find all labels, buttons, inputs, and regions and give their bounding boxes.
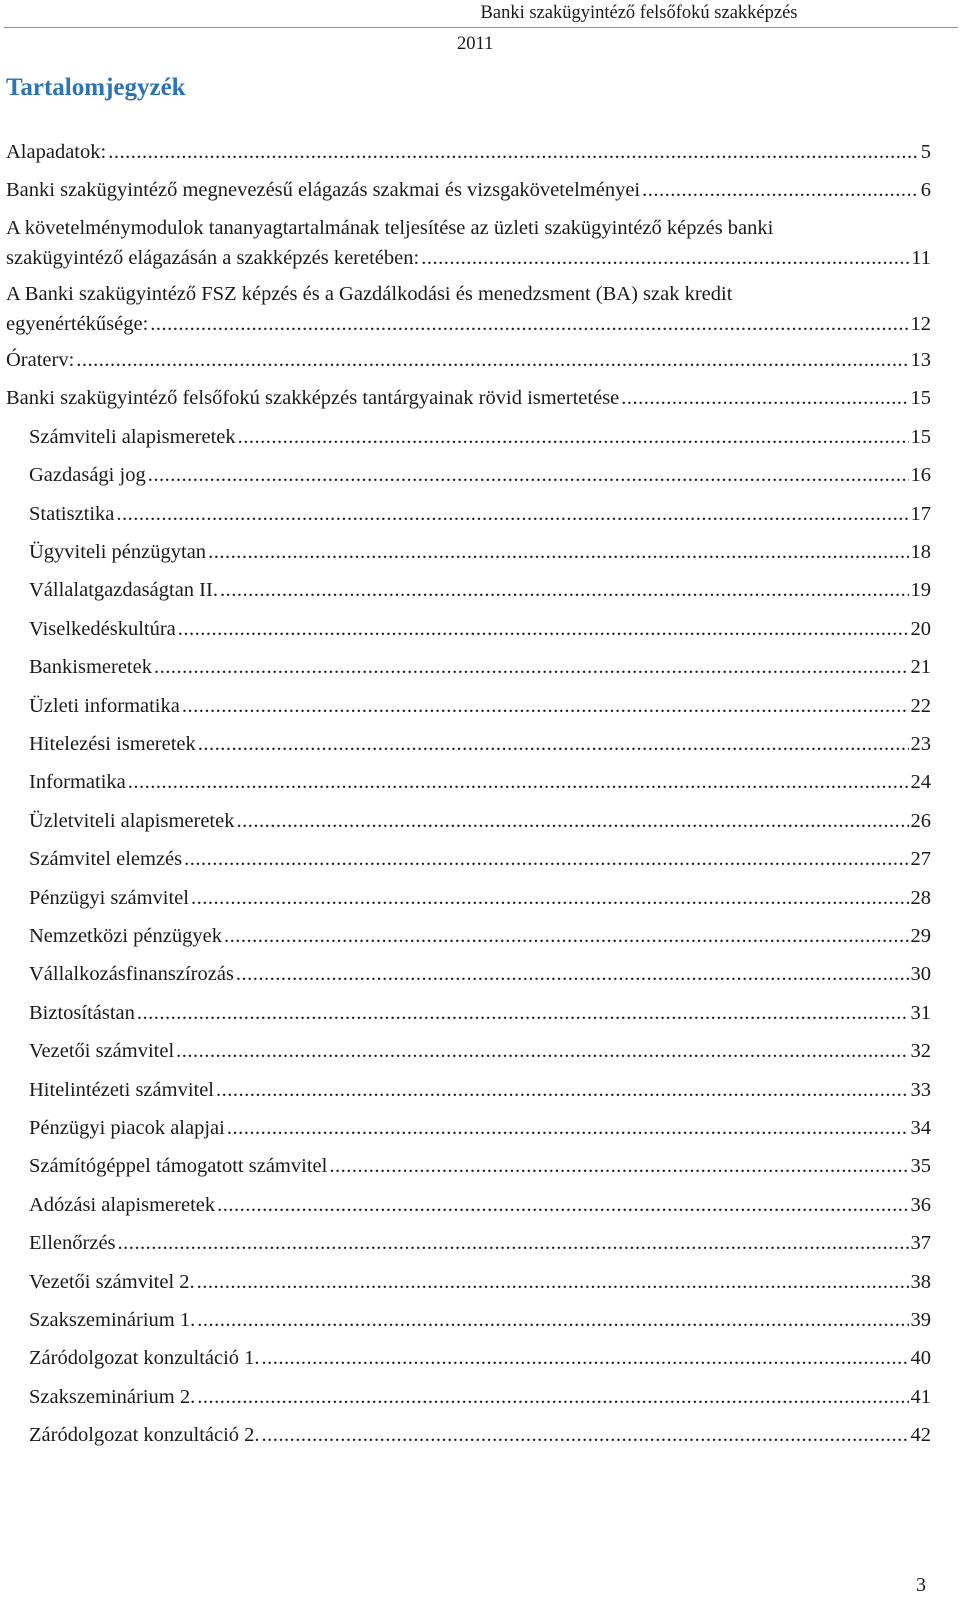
- toc-entry-kovetelmenyei[interactable]: [6, 176, 931, 204]
- toc-entry-page: 27: [910, 848, 931, 870]
- toc-subentry[interactable]: [29, 1152, 931, 1180]
- toc-entry-page: 34: [910, 1117, 931, 1139]
- toc-subentry[interactable]: [29, 653, 931, 681]
- header-rule: [4, 27, 958, 28]
- toc-entry-page: 29: [910, 925, 931, 947]
- toc-entry-page: 26: [910, 810, 931, 832]
- toc-entry-page: 5: [920, 141, 931, 163]
- dot-leader: [262, 1344, 909, 1372]
- running-header-title: [0, 2, 958, 24]
- toc-entry-label: Számvitel elemzés: [29, 848, 183, 870]
- toc-entry-label: Banki szakügyintéző megnevezésű elágazás szakmai és vizsgakövetelményei: [6, 179, 641, 201]
- toc-entry-first-line: A Banki szakügyintéző FSZ képzés és a Gazdálkodási és menedzsment (BA) szak kredit: [6, 283, 733, 305]
- toc-entry-page: 23: [910, 733, 931, 755]
- toc-entry-label: Banki szakügyintéző felsőfokú szakképzés tantárgyainak rövid ismertetése: [6, 387, 620, 409]
- toc-subentry[interactable]: [29, 692, 931, 720]
- toc-title: Tartalomjegyzék: [6, 74, 186, 101]
- toc-entry-label: Záródolgozat konzultáció 1.: [29, 1347, 260, 1369]
- toc-subentry[interactable]: [29, 999, 931, 1027]
- toc-subentry[interactable]: [29, 730, 931, 758]
- toc-entry-page: 37: [910, 1232, 931, 1254]
- dot-leader: [76, 346, 908, 374]
- dot-leader: [197, 1306, 908, 1334]
- dot-leader: [154, 653, 909, 681]
- toc-entry-page: 22: [910, 695, 931, 717]
- toc-entry-label: Alapadatok:: [6, 141, 107, 163]
- toc-subentry[interactable]: [29, 1191, 931, 1219]
- toc-entry-alapadatok[interactable]: [6, 138, 931, 166]
- dot-leader: [197, 1268, 909, 1296]
- toc-entry-label: Nemzetközi pénzügyek: [29, 925, 222, 947]
- toc-entry-page: 21: [910, 656, 931, 678]
- page-number: 3: [916, 1574, 926, 1596]
- toc-entry-page: 31: [910, 1002, 931, 1024]
- dot-leader: [217, 1191, 908, 1219]
- dot-leader: [198, 730, 909, 758]
- toc-entry-page: 42: [910, 1424, 931, 1446]
- toc-entry-page: 15: [910, 387, 931, 409]
- dot-leader: [191, 884, 909, 912]
- dot-leader: [236, 960, 909, 988]
- toc-entry-page: 17: [910, 503, 931, 525]
- toc-subentry[interactable]: [29, 1268, 931, 1296]
- toc-entry-label: Ellenőrzés: [29, 1232, 116, 1254]
- toc-entry-label: Óraterv:: [6, 349, 75, 371]
- toc-entry-label: Számviteli alapismeretek: [29, 426, 236, 448]
- dot-leader: [148, 461, 909, 489]
- dot-leader: [182, 692, 909, 720]
- toc-subentry[interactable]: [29, 1344, 931, 1372]
- dot-leader: [642, 176, 919, 204]
- dot-leader: [216, 1076, 908, 1104]
- toc-entry-tananyagtartalom[interactable]: [6, 214, 931, 272]
- toc-entry-page: 16: [910, 464, 931, 486]
- toc-entry-label: egyenértékűsége:: [6, 313, 149, 335]
- toc-subentry[interactable]: [29, 1037, 931, 1065]
- toc-entry-page: 13: [910, 349, 931, 371]
- toc-subentry[interactable]: [29, 576, 931, 604]
- toc-entry-page: 33: [910, 1079, 931, 1101]
- toc-subentry[interactable]: [29, 1114, 931, 1142]
- toc-entry-page: 38: [910, 1271, 931, 1293]
- toc-entry-label: Vállalkozásfinanszírozás: [29, 963, 234, 985]
- toc-entry-label: Gazdasági jog: [29, 464, 146, 486]
- toc-subentry[interactable]: [29, 1229, 931, 1257]
- toc-entry-label: Biztosítástan: [29, 1002, 135, 1024]
- toc-entry-page: 20: [910, 618, 931, 640]
- dot-leader: [128, 768, 909, 796]
- toc-entry-first-line: A követelménymodulok tananyagtartalmának teljesítése az üzleti szakügyintéző képzés banki: [6, 217, 774, 239]
- dot-leader: [224, 922, 909, 950]
- toc-subentry[interactable]: [29, 960, 931, 988]
- toc-entry-tantargyak[interactable]: [6, 384, 931, 412]
- toc-entry-page: 6: [920, 179, 931, 201]
- toc-entry-label: Számítógéppel támogatott számvitel: [29, 1155, 328, 1177]
- running-header-year: 2011: [457, 34, 494, 54]
- toc-entry-label: Pénzügyi piacok alapjai: [29, 1117, 225, 1139]
- toc-entry-label: Ügyviteli pénzügytan: [29, 541, 207, 563]
- toc-subentry[interactable]: [29, 845, 931, 873]
- dot-leader: [208, 538, 908, 566]
- dot-leader: [108, 138, 919, 166]
- toc-entry-label: Szakszeminárium 2.: [29, 1386, 196, 1408]
- dot-leader: [238, 423, 909, 451]
- toc-entry-page: 41: [910, 1386, 931, 1408]
- toc-entry-page: 36: [910, 1194, 931, 1216]
- dot-leader: [329, 1152, 908, 1180]
- toc-subentry[interactable]: [29, 768, 931, 796]
- toc-subentry[interactable]: [29, 807, 931, 835]
- toc-subentry[interactable]: [29, 1076, 931, 1104]
- toc-entry-kredit[interactable]: [6, 280, 931, 338]
- toc-entry-label: Informatika: [29, 771, 126, 793]
- toc-entry-label: Pénzügyi számvitel: [29, 887, 189, 909]
- toc-entry-label: Záródolgozat konzultáció 2.: [29, 1424, 260, 1446]
- dot-leader: [178, 615, 909, 643]
- toc-entry-page: 11: [911, 247, 931, 269]
- toc-subentry[interactable]: [29, 538, 931, 566]
- toc-subentry[interactable]: [29, 884, 931, 912]
- toc-entry-label: Vezetői számvitel 2.: [29, 1271, 195, 1293]
- toc-entry-page: 12: [910, 313, 931, 335]
- toc-entry-page: 24: [910, 771, 931, 793]
- dot-leader: [220, 576, 909, 604]
- toc-subentry[interactable]: [29, 922, 931, 950]
- toc-entry-label: Vállalatgazdaságtan II.: [29, 579, 218, 601]
- toc-subentry[interactable]: [29, 423, 931, 451]
- toc-subentry[interactable]: [29, 1383, 931, 1411]
- dot-leader: [137, 999, 909, 1027]
- dot-leader: [197, 1383, 908, 1411]
- toc-entry-page: 18: [910, 541, 931, 563]
- toc-entry-label: Statisztika: [29, 503, 115, 525]
- toc-entry-label: Viselkedéskultúra: [29, 618, 176, 640]
- dot-leader: [118, 1229, 909, 1257]
- toc-entry-label: Üzletviteli alapismeretek: [29, 810, 235, 832]
- toc-entry-page: 15: [910, 426, 931, 448]
- toc-entry-label: Hitelezési ismeretek: [29, 733, 196, 755]
- toc-entry-oraterv[interactable]: [6, 346, 931, 374]
- toc-entry-label: Szakszeminárium 1.: [29, 1309, 196, 1331]
- toc-entry-label: Üzleti informatika: [29, 695, 180, 717]
- dot-leader: [421, 244, 909, 272]
- toc-entry-page: 28: [910, 887, 931, 909]
- toc-entry-page: 30: [910, 963, 931, 985]
- toc-subentry[interactable]: [29, 1421, 931, 1449]
- toc-entry-page: 40: [910, 1347, 931, 1369]
- dot-leader: [150, 310, 908, 338]
- toc-subentry[interactable]: [29, 615, 931, 643]
- toc-entry-page: 19: [910, 579, 931, 601]
- toc-entry-page: 35: [910, 1155, 931, 1177]
- toc-entry-label: Adózási alapismeretek: [29, 1194, 216, 1216]
- toc-entry-label: Vezetői számvitel: [29, 1040, 175, 1062]
- toc-subentry[interactable]: [29, 500, 931, 528]
- toc-entry-label: szakügyintéző elágazásán a szakképzés keretében:: [6, 247, 420, 269]
- toc-entry-label: Bankismeretek: [29, 656, 152, 678]
- dot-leader: [236, 807, 908, 835]
- dot-leader: [227, 1114, 909, 1142]
- dot-leader: [262, 1421, 909, 1449]
- dot-leader: [116, 500, 908, 528]
- toc-subentry[interactable]: [29, 461, 931, 489]
- dot-leader: [621, 384, 908, 412]
- running-header-title-text: Banki szakügyintéző felsőfokú szakképzés: [480, 3, 798, 23]
- dot-leader: [184, 845, 908, 873]
- toc-entry-page: 39: [910, 1309, 931, 1331]
- toc-subentry[interactable]: [29, 1306, 931, 1334]
- dot-leader: [176, 1037, 908, 1065]
- toc-entry-label: Hitelintézeti számvitel: [29, 1079, 215, 1101]
- toc-entry-page: 32: [910, 1040, 931, 1062]
